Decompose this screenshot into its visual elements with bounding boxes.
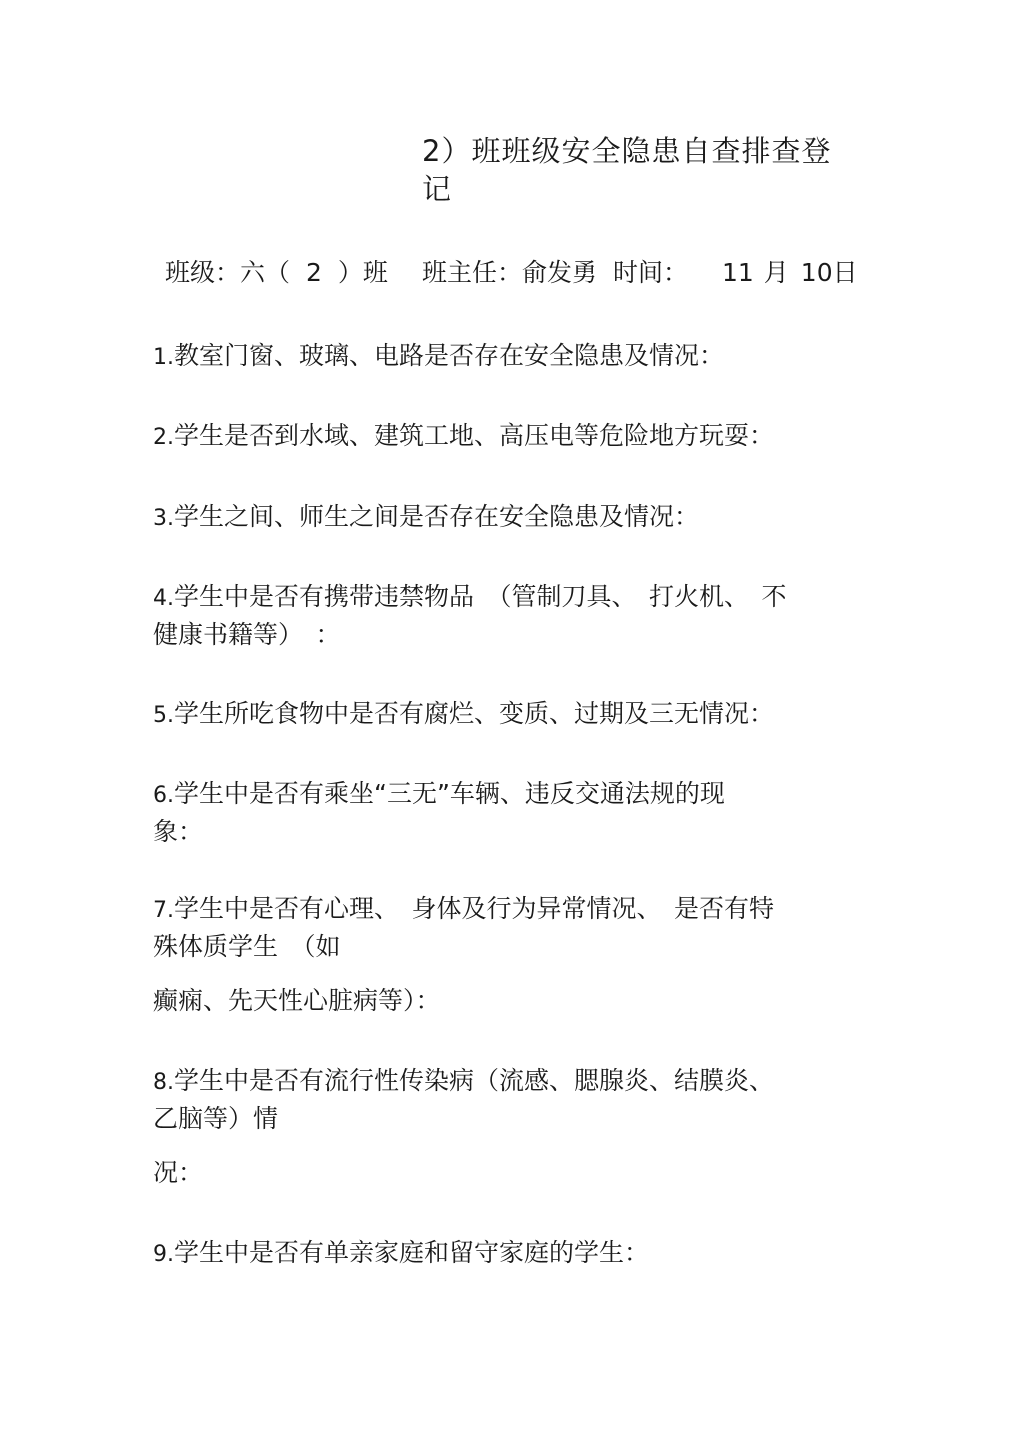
- title-line-2: 记: [422, 172, 453, 206]
- checklist-item-9: [153, 1235, 843, 1273]
- checklist-item-7-continued: [153, 983, 843, 1019]
- class-info-row: [165, 254, 858, 292]
- title-line-1: 2）班班级安全隐患自查排查登: [422, 134, 832, 168]
- item-number: 9.: [153, 1242, 174, 1267]
- item-text-continued: 健康书籍等） ：: [153, 620, 341, 649]
- checklist-item-6: [153, 776, 843, 850]
- class-label: 班级：六（: [165, 258, 291, 287]
- item-text-continued: 乙脑等）情: [153, 1104, 279, 1133]
- month-unit: 月: [763, 258, 789, 287]
- month-value: 11: [721, 258, 754, 287]
- item-text-continued: 况：: [153, 1158, 204, 1187]
- item-text: 学生中是否有流行性传染病（流感、腮腺炎、结膜炎、: [174, 1066, 775, 1095]
- item-text-continued: 象：: [153, 817, 204, 846]
- teacher-label: 班主任：俞发勇: [421, 258, 597, 287]
- item-number: 8.: [153, 1070, 174, 1095]
- item-text: 学生中是否有携带违禁物品 （管制刀具、 打火机、 不: [174, 582, 787, 611]
- item-text: 学生所吃食物中是否有腐烂、变质、过期及三无情况：: [174, 699, 775, 728]
- checklist-item-5: [153, 696, 843, 734]
- item-text: 教室门窗、玻璃、电路是否存在安全隐患及情况：: [174, 341, 725, 370]
- checklist-item-2: [153, 418, 843, 456]
- item-number: 6.: [153, 783, 174, 808]
- day-value: 10: [800, 258, 833, 287]
- checklist-item-7: [153, 891, 843, 965]
- item-text: 学生中是否有单亲家庭和留守家庭的学生：: [174, 1238, 650, 1267]
- time-label: 时间：: [612, 258, 688, 287]
- checklist-item-8-continued: [153, 1155, 843, 1191]
- class-number: 2: [306, 258, 322, 287]
- item-number: 1.: [153, 345, 174, 370]
- item-number: 4.: [153, 586, 174, 611]
- item-text: 学生是否到水域、建筑工地、高压电等危险地方玩耍：: [174, 421, 775, 450]
- class-suffix: ）班: [337, 258, 388, 287]
- checklist-item-4: [153, 579, 843, 653]
- item-number: 3.: [153, 506, 174, 531]
- item-text-continued: 癫痫、先天性心脏病等）：: [153, 986, 441, 1015]
- item-text: 学生之间、师生之间是否存在安全隐患及情况：: [174, 502, 700, 531]
- day-unit: 日: [832, 258, 858, 287]
- item-number: 2.: [153, 425, 174, 450]
- checklist-item-3: [153, 499, 843, 537]
- item-number: 7.: [153, 898, 174, 923]
- item-text-continued: 殊体质学生 （如: [153, 932, 341, 961]
- item-number: 5.: [153, 703, 174, 728]
- checklist-item-8: [153, 1063, 843, 1137]
- item-text: 学生中是否有乘坐“三无”车辆、违反交通法规的现: [174, 779, 725, 808]
- item-text: 学生中是否有心理、 身体及行为异常情况、 是否有特: [174, 894, 775, 923]
- document-title: [422, 132, 842, 208]
- checklist-item-1: [153, 338, 843, 376]
